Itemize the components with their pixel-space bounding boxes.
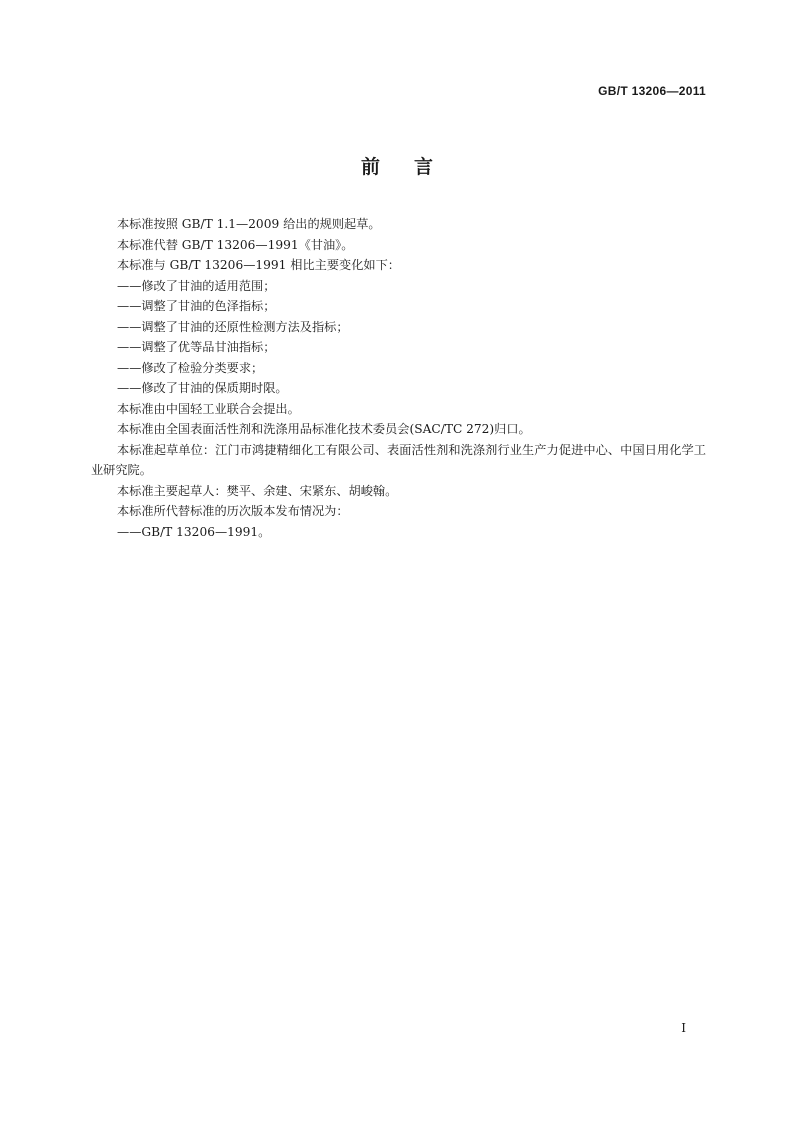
page-title: 前言 <box>360 156 467 178</box>
history-item: ——GB/T 13206—1991。 <box>117 524 271 539</box>
foreword-body <box>91 214 706 542</box>
paragraph-replaces: 本标准代替 GB/T 13206—1991《甘油》。 <box>117 237 354 252</box>
paragraph-history-intro: 本标准所代替标准的历次版本发布情况为： <box>117 504 349 518</box>
change-item-color: ——调整了甘油的色泽指标； <box>117 299 276 313</box>
paragraph-drafters: 本标准主要起草人：樊平、余建、宋紧东、胡峻翰。 <box>117 483 398 498</box>
change-item-scope: ——修改了甘油的适用范围； <box>117 278 276 293</box>
change-item-shelf-life: ——修改了甘油的保质期时限。 <box>117 381 288 395</box>
paragraph-drafting-rules: 本标准按照 GB/T 1.1—2009 给出的规则起草。 <box>117 217 381 231</box>
paragraph-proposed-by: 本标准由中国轻工业联合会提出。 <box>117 401 300 416</box>
change-item-premium-grade: ——调整了优等品甘油指标； <box>117 340 276 354</box>
paragraph-drafting-units: 本标准起草单位：江门市鸿捷精细化工有限公司、表面活性剂和洗涤剂行业生产力促进中心、中国日用化学工业研究院。 <box>91 442 706 477</box>
standard-code: GB/T 13206—2011 <box>598 84 706 98</box>
change-item-reducibility: ——调整了甘油的还原性检测方法及指标； <box>117 319 349 334</box>
page-number: I <box>681 1021 686 1035</box>
change-item-inspection: ——修改了检验分类要求； <box>117 360 264 375</box>
paragraph-under-jurisdiction: 本标准由全国表面活性剂和洗涤用品标准化技术委员会(SAC/TC 272)归口。 <box>117 422 531 436</box>
paragraph-changes-intro: 本标准与 GB/T 13206—1991 相比主要变化如下： <box>117 258 400 272</box>
